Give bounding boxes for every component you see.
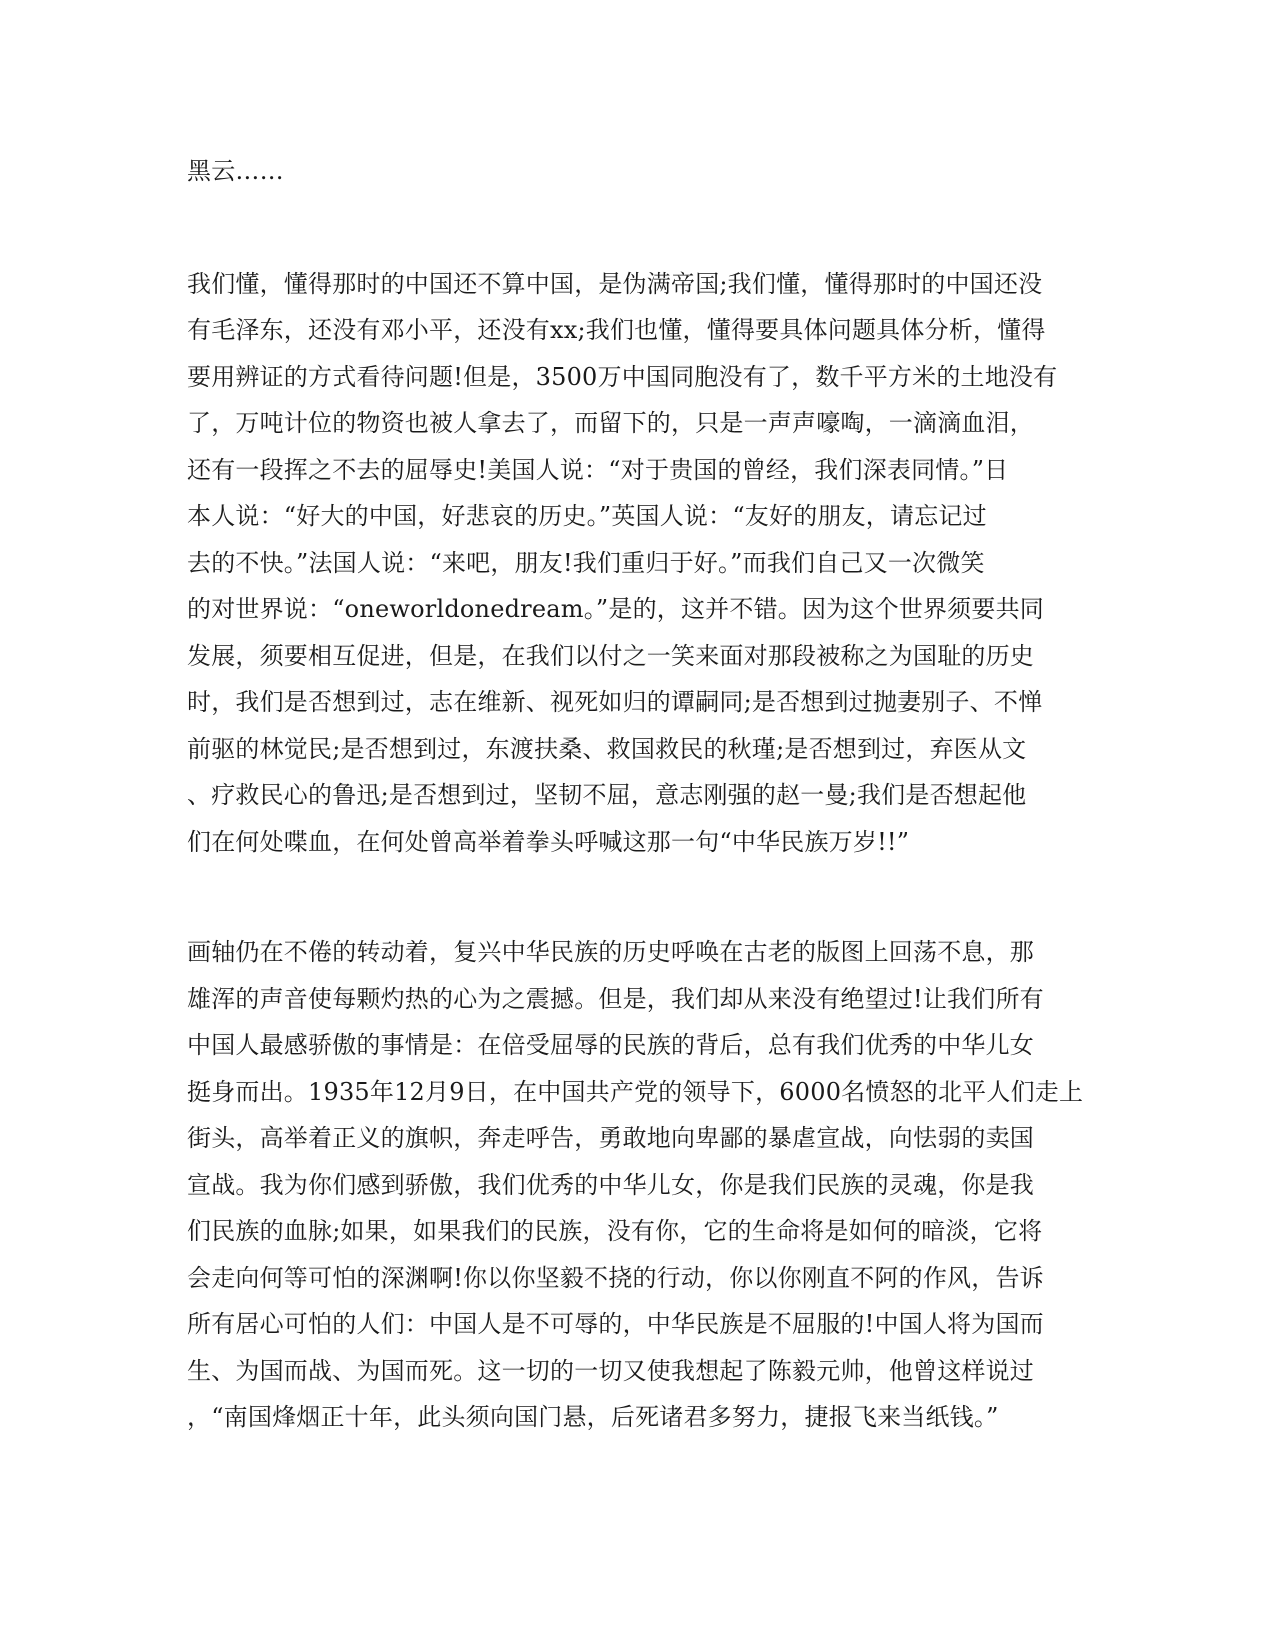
text-line: 、疗救民心的鲁迅;是否想到过，坚韧不屈，意志刚强的赵一曼;我们是否想起他 <box>187 781 1027 809</box>
text-line: 发展，须要相互促进，但是，在我们以付之一笑来面对那段被称之为国耻的历史 <box>187 641 1034 670</box>
text-line: 宣战。我为你们感到骄傲，我们优秀的中华儿女，你是我们民族的灵魂，你是我 <box>187 1170 1034 1199</box>
paragraph-spacer <box>187 865 1032 929</box>
text-line: 要用辨证的方式看待问题!但是，3500万中国同胞没有了，数千平方米的土地没有 <box>187 362 1058 391</box>
paragraph-3 <box>187 929 1084 1441</box>
text-line: 时，我们是否想到过，志在维新、视死如归的谭嗣同;是否想到过抛妻别子、不惮 <box>187 688 1043 716</box>
text-line: 前驱的林觉民;是否想到过，东渡扶桑、救国救民的秋瑾;是否想到过，弃医从文 <box>187 734 1027 763</box>
paragraph-spacer <box>187 195 1032 261</box>
text-line: 挺身而出。1935年12月9日，在中国共产党的领导下，6000名愤怒的北平人们走上 <box>187 1077 1084 1106</box>
text-line: 去的不快。”法国人说：“来吧，朋友!我们重归于好。”而我们自己又一次微笑 <box>187 548 985 577</box>
text-line: 们民族的血脉;如果，如果我们的民族，没有你，它的生命将是如何的暗淡，它将 <box>187 1217 1043 1245</box>
paragraph-1 <box>187 148 1032 195</box>
text-line: 本人说：“好大的中国，好悲哀的历史。”英国人说：“友好的朋友，请忘记过 <box>187 502 987 530</box>
text-line: 街头，高举着正义的旗帜，奔走呼告，勇敢地向卑鄙的暴虐宣战，向怯弱的卖国 <box>187 1124 1034 1152</box>
text-line: 还有一段挥之不去的屈辱史!美国人说：“对于贵国的曾经，我们深表同情。”日 <box>187 455 1009 484</box>
text-line: 有毛泽东，还没有邓小平，还没有xx;我们也懂，懂得要具体问题具体分析，懂得 <box>187 316 1046 344</box>
text-line: 了，万吨计位的物资也被人拿去了，而留下的，只是一声声嚎啕，一滴滴血泪， <box>187 409 1034 437</box>
text-line: 所有居心可怕的人们：中国人是不可辱的，中华民族是不屈服的!中国人将为国而 <box>187 1310 1044 1338</box>
text-line: ，“南国烽烟正十年，此头须向国门悬，后死诸君多努力，捷报飞来当纸钱。” <box>187 1403 999 1431</box>
text-line: 我们懂，懂得那时的中国还不算中国，是伪满帝国;我们懂，懂得那时的中国还没 <box>187 269 1043 298</box>
text-line: 雄浑的声音使每颗灼热的心为之震撼。但是，我们却从来没有绝望过!让我们所有 <box>187 984 1044 1013</box>
text-line: 黑云…… <box>187 157 284 185</box>
text-line: 生、为国而战、为国而死。这一切的一切又使我想起了陈毅元帅，他曾这样说过 <box>187 1356 1034 1385</box>
document-page <box>187 148 1084 1441</box>
text-line: 会走向何等可怕的深渊啊!你以你坚毅不挠的行动，你以你刚直不阿的作风，告诉 <box>187 1263 1044 1292</box>
text-line: 的对世界说：“oneworldonedream。”是的，这并不错。因为这个世界须要共同 <box>187 595 1044 623</box>
paragraph-2 <box>187 261 1058 866</box>
text-line: 们在何处喋血，在何处曾高举着拳头呼喊这那一句“中华民族万岁!!” <box>187 827 910 856</box>
text-line: 画轴仍在不倦的转动着，复兴中华民族的历史呼唤在古老的版图上回荡不息，那 <box>187 938 1034 966</box>
text-line: 中国人最感骄傲的事情是：在倍受屈辱的民族的背后，总有我们优秀的中华儿女 <box>187 1031 1034 1059</box>
